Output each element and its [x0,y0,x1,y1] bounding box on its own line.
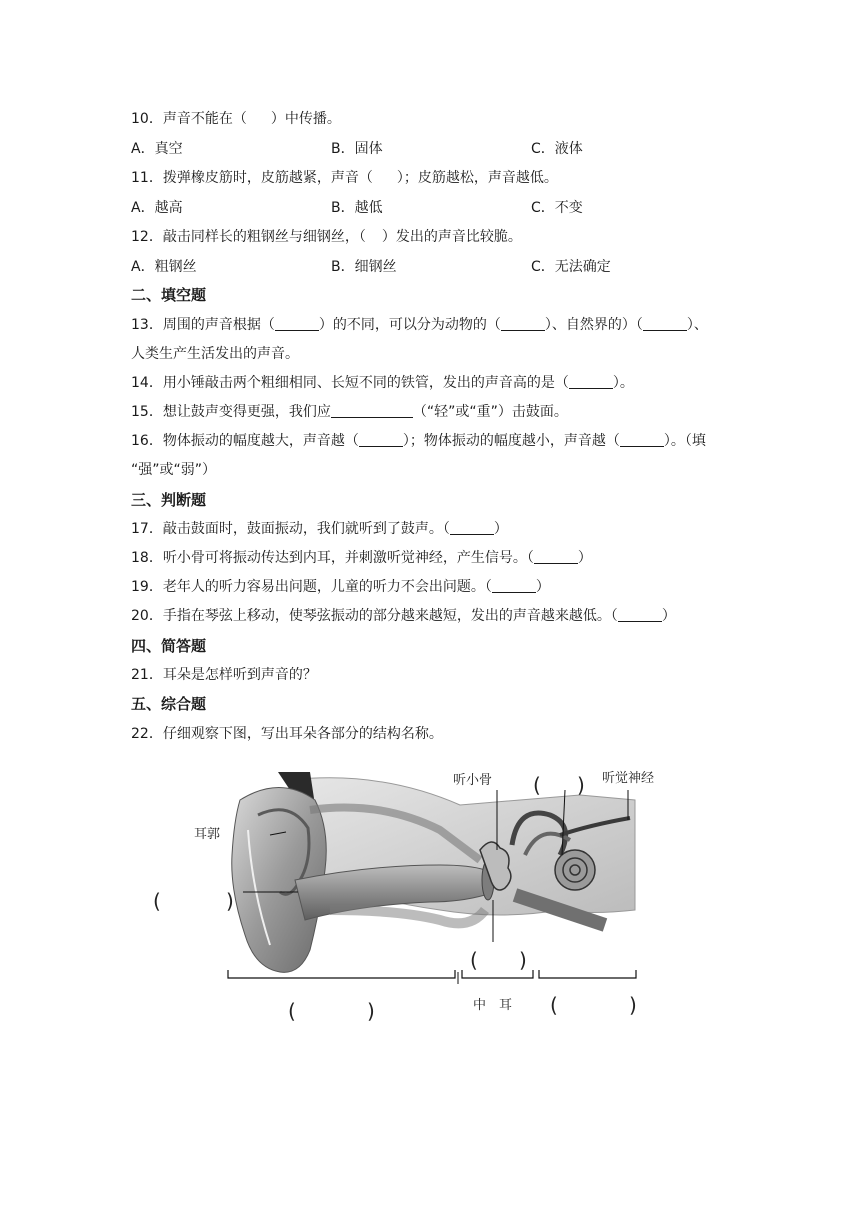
paren-eardrum-open[interactable]: ( [470,948,478,972]
q10-option-b: B．固体 [331,141,383,157]
paren-outer-ear-open[interactable]: ( [288,999,296,1023]
question-20 [131,607,676,625]
q16-text-a: 16．物体振动的幅度越大，声音越（ [131,433,359,449]
q10-option-c: C．液体 [531,141,583,157]
question-13 [131,316,708,334]
q10-text-a: 10．声音不能在（ [131,111,247,127]
q14-text-a: 14．用小锤敲击两个粗细相同、长短不同的铁管，发出的声音高的是（ [131,375,569,391]
q15-text-b: （“轻”或“重”）击鼓面。 [412,404,568,420]
section-heading-judge: 三、判断题 [131,491,207,509]
label-middle-ear: 中 耳 [473,998,513,1013]
label-ossicles: 听小骨 [453,773,493,788]
q10-option-a: A．真空 [131,141,183,157]
q16-text-c: ）。（填 [663,433,706,449]
paren-outer-ear-close[interactable]: ) [367,999,375,1023]
question-12 [131,228,522,246]
q18-text-a: 18．听小骨可将振动传达到内耳，并刺激听觉神经，产生信号。（ [131,550,534,566]
q14-blank[interactable] [569,374,613,389]
q13-blank-2[interactable] [501,316,545,331]
label-auricle: 耳郭 [194,827,221,842]
q13-text-c: ）、自然界的）（ [544,317,643,333]
question-16 [131,432,706,450]
q11-text-b: ）；皮筋越松，声音越低。 [396,170,558,186]
bracket-outer-ear [228,970,455,978]
section-heading-fill-in: 二、填空题 [131,286,207,304]
question-14 [131,374,634,392]
q13-text-b: ）的不同，可以分为动物的（ [318,317,501,333]
q14-text-b: ）。 [612,375,634,391]
q18-text-b: ） [577,550,592,566]
q17-text-a: 17．敲击鼓面时，鼓面振动，我们就听到了鼓声。（ [131,521,450,537]
paren-inner-ear-open[interactable]: ( [550,993,558,1017]
q19-text-b: ） [535,579,550,595]
q12-text-b: ）发出的声音比较脆。 [381,229,522,245]
q12-option-b: B．细钢丝 [331,259,397,275]
q16-text-b: ）；物体振动的幅度越小，声音越（ [402,433,620,449]
q12-option-a: A．粗钢丝 [131,259,197,275]
q16-blank-2[interactable] [620,432,664,447]
q17-blank[interactable] [450,520,494,535]
paren-eardrum-close[interactable]: ) [519,948,527,972]
q13-text-a: 13．周围的声音根据（ [131,317,275,333]
label-auditory-nerve: 听觉神经 [602,771,655,786]
q12-option-c: C．无法确定 [531,259,611,275]
question-11 [131,169,558,187]
q11-option-a: A．越高 [131,200,183,216]
q19-text-a: 19．老年人的听力容易出问题，儿童的听力不会出问题。（ [131,579,492,595]
q19-blank[interactable] [492,578,536,593]
section-heading-short-answer: 四、简答题 [131,637,207,655]
question-15 [131,403,568,421]
question-21: 21．耳朵是怎样听到声音的？ [131,667,317,683]
q15-blank[interactable] [331,403,413,418]
q16-blank-1[interactable] [359,432,403,447]
q15-text-a: 15．想让鼓声变得更强，我们应 [131,404,331,420]
paren-inner-close[interactable]: ) [577,773,585,797]
question-10 [131,110,341,128]
q11-option-c: C．不变 [531,200,583,216]
q20-blank[interactable] [618,607,662,622]
q13-blank-3[interactable] [643,316,687,331]
paren-canal-open[interactable]: ( [153,889,161,913]
q20-text-b: ） [661,608,676,624]
q10-text-b: ）中传播。 [270,111,341,127]
question-19 [131,578,550,596]
q17-text-b: ） [493,521,508,537]
question-17 [131,520,508,538]
q18-blank[interactable] [534,549,578,564]
q12-text-a: 12．敲击同样长的粗钢丝与细钢丝，（ [131,229,366,245]
question-18 [131,549,592,567]
bracket-inner-ear [539,970,636,978]
q20-text-a: 20．手指在琴弦上移动，使琴弦振动的部分越来越短，发出的声音越来越低。（ [131,608,618,624]
q11-text-a: 11．拨弹橡皮筋时，皮筋越紧，声音（ [131,170,373,186]
paren-inner-open[interactable]: ( [533,773,541,797]
q11-option-b: B．越低 [331,200,383,216]
q13-text-d: ）、 [686,317,708,333]
question-22: 22．仔细观察下图，写出耳朵各部分的结构名称。 [131,726,443,742]
q16-line-2: “强”或“弱”） [131,462,217,478]
section-heading-comprehensive: 五、综合题 [131,695,207,713]
paren-inner-ear-close[interactable]: ) [629,993,637,1017]
cochlea-outer [555,850,595,890]
ear-structure-figure [140,760,670,1030]
q13-blank-1[interactable] [275,316,319,331]
q13-line-2: 人类生产生活发出的声音。 [131,346,299,362]
paren-canal-close[interactable]: ) [226,889,234,913]
